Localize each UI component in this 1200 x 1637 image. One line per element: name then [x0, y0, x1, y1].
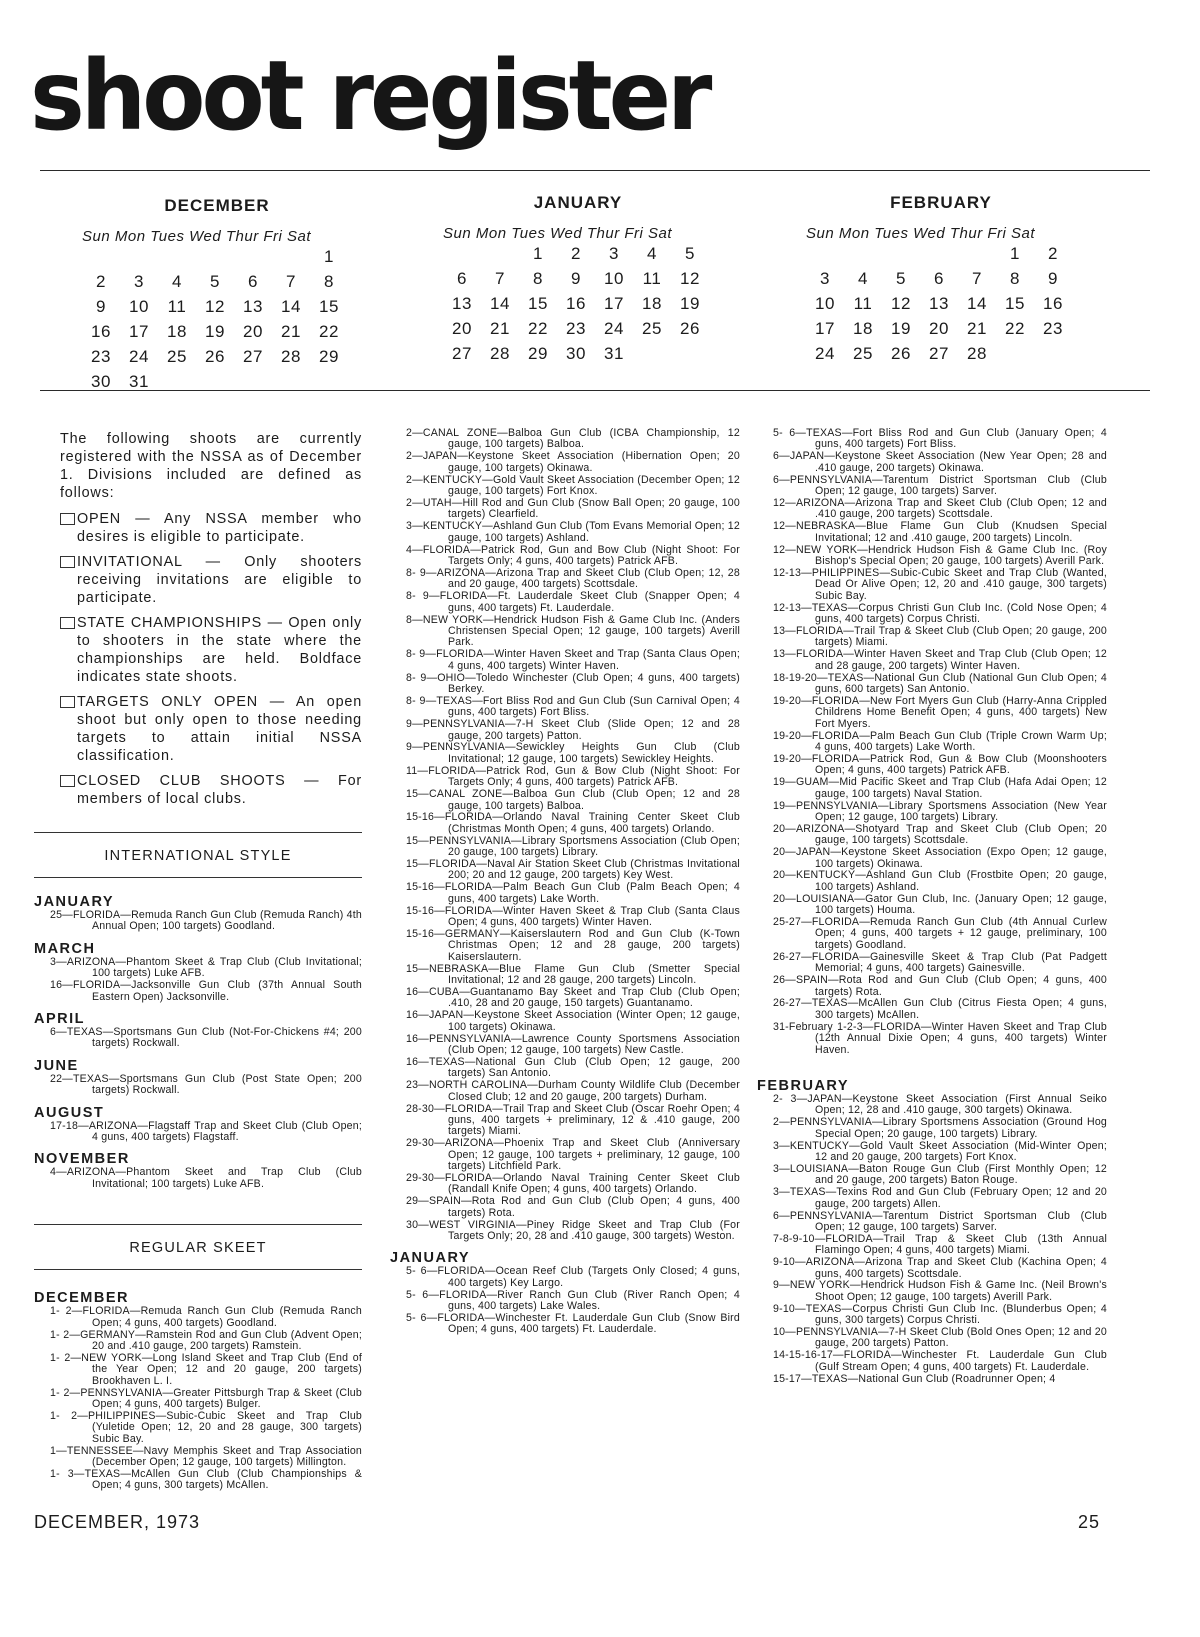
calendar-day: 19	[680, 294, 700, 313]
calendar-day: 26	[680, 319, 700, 338]
shoot-entry: 2- 3—JAPAN—Keystone Skeet Association (First Annual Seiko Open; 12, 28 and .410 gauge, 300 targets) Okinawa.	[773, 1092, 1107, 1117]
calendar-day	[196, 372, 234, 397]
shoot-entry: 28-30—FLORIDA—Trail Trap and Skeet Club (Oscar Roehr Open; 4 guns, 400 targets + preliminary, 12 & .410 gauge, 200 targets) Miami.	[406, 1102, 740, 1138]
calendar-week	[806, 294, 1076, 319]
section-rule	[34, 1224, 362, 1225]
section-rule	[34, 832, 362, 833]
calendar-day: 19	[205, 322, 225, 341]
calendar-day: 8	[1010, 269, 1020, 288]
calendar-day	[310, 372, 348, 397]
calendar-day: 14	[281, 297, 301, 316]
month-heading: JANUARY	[390, 1250, 471, 1267]
calendar-day: 25	[167, 347, 187, 366]
calendar-day	[958, 244, 996, 269]
checkbox-icon	[60, 775, 75, 787]
calendar-day: 1	[1010, 244, 1020, 263]
shoot-entry: 20—KENTUCKY—Ashland Gun Club (Frostbite Open; 20 gauge, 100 targets) Ashland.	[773, 869, 1107, 893]
calendar-week	[443, 344, 713, 369]
calendar-day: 5	[896, 269, 906, 288]
calendar-day: 16	[1043, 294, 1063, 313]
shoot-entry: 2—JAPAN—Keystone Skeet Association (Hibernation Open; 20 gauge, 100 targets) Okinawa.	[406, 450, 740, 474]
shoot-entry: 23—NORTH CAROLINA—Durham County Wildlife Club (December Closed Club; 12 and 20 gauge, 200 targets) Durham.	[406, 1079, 740, 1103]
shoot-entry: 29-30—ARIZONA—Phoenix Trap and Skeet Club (Anniversary Open; 12 gauge, 100 targets + preliminary, 12 gauge, 100 targets) Litchfield Park.	[406, 1137, 740, 1173]
calendar-day: 10	[815, 294, 835, 313]
shoot-entry: 1- 3—TEXAS—McAllen Gun Club (Club Championships & Open; 4 guns, 300 targets) McAllen.	[50, 1467, 362, 1492]
calendar-day: 23	[91, 347, 111, 366]
month-heading: MARCH	[34, 940, 96, 957]
regular-list-col2	[390, 428, 740, 1242]
calendar-day: 12	[891, 294, 911, 313]
division-text: INVITATIONAL — Only shooters receiving invitations are eligible to participate.	[77, 554, 362, 606]
division-item	[60, 614, 362, 686]
calendar-day: 24	[129, 347, 149, 366]
calendar-day: 14	[967, 294, 987, 313]
shoot-entry: 3—KENTUCKY—Ashland Gun Club (Tom Evans Memorial Open; 12 gauge, 100 targets) Ashland.	[406, 520, 740, 544]
shoot-entry: 19—PENNSYLVANIA—Library Sportsmens Association (New Year Open; 12 gauge, 100 targets) Library.	[773, 799, 1107, 823]
shoot-entry: 8—NEW YORK—Hendrick Hudson Fish & Game Club Inc. (Anders Christensen Special Open; 12 gauge, 100 targets) Averill Park.	[406, 613, 740, 649]
calendar-month: FEBRUARY	[890, 193, 992, 212]
calendar-week	[443, 269, 713, 294]
calendar-week	[82, 247, 352, 272]
calendar-day: 6	[248, 272, 258, 291]
calendar-february	[806, 193, 1076, 369]
calendar-day: 7	[495, 269, 505, 288]
calendar-days-header: Sun Mon Tues Wed Thur Fri Sat	[806, 225, 1036, 242]
calendar-day: 15	[1005, 294, 1025, 313]
calendar-day: 3	[134, 272, 144, 291]
month-heading: JUNE	[34, 1057, 79, 1074]
calendar-day: 4	[172, 272, 182, 291]
calendar-day: 25	[853, 344, 873, 363]
column-1	[34, 430, 362, 1492]
shoot-entry: 15-16—FLORIDA—Orlando Naval Training Center Skeet Club (Christmas Month Open; 4 guns, 400 targets) Orlando.	[406, 811, 740, 835]
calendar-day: 26	[891, 344, 911, 363]
calendar-day	[158, 372, 196, 397]
calendar-day: 27	[929, 344, 949, 363]
regular-heading: REGULAR SKEET	[129, 1240, 267, 1257]
calendar-day	[443, 244, 481, 269]
calendar-day: 20	[929, 319, 949, 338]
calendar-day: 17	[129, 322, 149, 341]
calendar-day	[196, 247, 234, 272]
shoot-entry: 8- 9—OHIO—Toledo Winchester (Club Open; 4 guns, 400 targets) Berkey.	[406, 671, 740, 695]
calendar-day: 1	[533, 244, 543, 263]
regular-list-col2-january	[390, 1250, 740, 1335]
calendar-day: 11	[853, 294, 873, 313]
calendar-day	[272, 247, 310, 272]
calendar-day	[806, 244, 844, 269]
shoot-entry: 16—PENNSYLVANIA—Lawrence County Sportsmens Association (Club Open; 12 gauge, 100 targets) New Castle.	[406, 1032, 740, 1057]
calendar-december	[82, 196, 352, 397]
calendar-week	[806, 269, 1076, 294]
calendar-day: 18	[853, 319, 873, 338]
shoot-entry: 6—PENNSYLVANIA—Tarentum District Sportsman Club (Club Open; 12 gauge, 100 targets) Sarver.	[773, 1209, 1107, 1233]
calendar-january	[443, 193, 713, 369]
page-number: 25	[1078, 1512, 1101, 1532]
calendar-day: 10	[129, 297, 149, 316]
shoot-entry: 1- 2—NEW YORK—Long Island Skeet and Trap Club (End of the Year Open; 12 and 20 gauge, 200 targets) Brookhaven L. I.	[50, 1351, 362, 1387]
calendar-week	[806, 244, 1076, 269]
regular-list-col3	[757, 428, 1107, 1056]
shoot-entry: 31-February 1-2-3—FLORIDA—Winter Haven Skeet and Trap Club (12th Annual Dixie Open; 4 guns, 400 targets) Winter Haven.	[773, 1020, 1107, 1056]
calendar-day: 17	[815, 319, 835, 338]
shoot-entry: 12—NEW YORK—Hendrick Hudson Fish & Game Club Inc. (Roy Bishop's Special Open; 20 gauge, 100 targets) Averill Park.	[773, 543, 1107, 567]
calendar-days-header: Sun Mon Tues Wed Thur Fri Sat	[443, 225, 673, 242]
shoot-entry: 2—UTAH—Hill Rod and Gun Club (Snow Ball Open; 20 gauge, 100 targets) Clearfield.	[406, 496, 740, 521]
calendar-day	[882, 244, 920, 269]
calendar-day: 18	[642, 294, 662, 313]
shoot-entry: 3—TEXAS—Texins Rod and Gun Club (February Open; 12 and 20 gauge, 200 targets) Allen.	[773, 1186, 1107, 1210]
calendar-day: 24	[604, 319, 624, 338]
shoot-entry: 6—PENNSYLVANIA—Tarentum District Sportsman Club (Club Open; 12 gauge, 100 targets) Sarver.	[773, 473, 1107, 498]
shoot-entry: 14-15-16-17—FLORIDA—Winchester Ft. Lauderdale Gun Club (Gulf Stream Open; 4 guns, 400 targets) Ft. Lauderdale.	[773, 1349, 1107, 1373]
calendar-week	[82, 297, 352, 322]
shoot-entry: 12-13—TEXAS—Corpus Christi Gun Club Inc. (Cold Nose Open; 4 guns, 400 targets) Corpus Christi.	[773, 601, 1107, 625]
regular-list-col1	[34, 1290, 362, 1492]
checkbox-icon	[60, 513, 75, 525]
checkbox-icon	[60, 696, 75, 708]
calendar-day: 1	[324, 247, 334, 266]
calendar-day: 13	[929, 294, 949, 313]
shoot-entry: 11—FLORIDA—Patrick Rod, Gun & Bow Club (Night Shoot: For Targets Only; 4 guns, 400 targets) Patrick AFB.	[406, 764, 740, 789]
calendar-day: 21	[967, 319, 987, 338]
calendar-weeks	[806, 244, 1076, 369]
shoot-entry: 4—ARIZONA—Phantom Skeet and Trap Club (Club Invitational; 100 targets) Luke AFB.	[50, 1166, 362, 1190]
calendar-day: 22	[319, 322, 339, 341]
calendar-day: 23	[566, 319, 586, 338]
shoot-entry: 15-16—GERMANY—Kaiserslautern Rod and Gun Club (K-Town Christmas Open; 12 and 28 gauge, 200 targets) Kaiserslautern.	[406, 927, 740, 963]
calendar-day: 6	[934, 269, 944, 288]
calendar-day: 2	[571, 244, 581, 263]
shoot-entry: 26-27—TEXAS—McAllen Gun Club (Citrus Fiesta Open; 4 guns, 300 targets) McAllen.	[773, 997, 1107, 1021]
shoot-entry: 17-18—ARIZONA—Flagstaff Trap and Skeet Club (Club Open; 4 guns, 400 targets) Flagstaff.	[50, 1119, 362, 1143]
calendar-weeks	[443, 244, 713, 369]
month-heading: NOVEMBER	[34, 1151, 130, 1168]
shoot-entry: 19-20—FLORIDA—Patrick Rod, Gun & Bow Club (Moonshooters Open; 4 guns, 400 targets) Patrick AFB.	[773, 752, 1107, 777]
shoot-entry: 20—ARIZONA—Shotyard Trap and Skeet Club (Club Open; 20 gauge, 100 targets) Scottsdale.	[773, 822, 1107, 847]
calendar-day: 10	[604, 269, 624, 288]
calendar-day: 21	[490, 319, 510, 338]
calendar-week	[443, 244, 713, 269]
shoot-entry: 7-8-9-10—FLORIDA—Trail Trap & Skeet Club (13th Annual Flamingo Open; 4 guns, 400 targets) Miami.	[773, 1232, 1107, 1257]
shoot-entry: 16—JAPAN—Keystone Skeet Association (Winter Open; 12 gauge, 100 targets) Okinawa.	[406, 1009, 740, 1033]
calendar-weeks	[82, 247, 352, 397]
calendar-day	[1034, 344, 1072, 369]
calendar-day: 30	[566, 344, 586, 363]
shoot-entry: 19-20—FLORIDA—Palm Beach Gun Club (Triple Crown Warm Up; 4 guns, 400 targets) Lake Worth.	[773, 729, 1107, 753]
calendar-day: 21	[281, 322, 301, 341]
calendar-day: 18	[167, 322, 187, 341]
shoot-entry: 20—LOUISIANA—Gator Gun Club, Inc. (January Open; 12 gauge, 100 targets) Houma.	[773, 892, 1107, 917]
shoot-entry: 1—TENNESSEE—Navy Memphis Skeet and Trap Association (December Open; 12 gauge, 100 targets) Millington.	[50, 1444, 362, 1468]
calendar-day: 22	[1005, 319, 1025, 338]
shoot-entry: 15-16—FLORIDA—Palm Beach Gun Club (Palm Beach Open; 4 guns, 400 targets) Lake Worth.	[406, 881, 740, 905]
calendar-day	[920, 244, 958, 269]
calendar-day: 27	[452, 344, 472, 363]
calendar-day	[120, 247, 158, 272]
calendar-month: DECEMBER	[164, 196, 270, 215]
shoot-entry: 15—FLORIDA—Naval Air Station Skeet Club (Christmas Invitational 200; 20 and 12 gauge, 200 targets) Key West.	[406, 858, 740, 882]
calendar-month: JANUARY	[533, 193, 623, 212]
shoot-entry: 2—PENNSYLVANIA—Library Sportsmens Association (Ground Hog Special Open; 20 gauge, 100 targets) Library.	[773, 1116, 1107, 1140]
calendar-day: 24	[815, 344, 835, 363]
calendar-day: 13	[452, 294, 472, 313]
calendar-day: 3	[820, 269, 830, 288]
calendar-day: 26	[205, 347, 225, 366]
calendar-day: 25	[642, 319, 662, 338]
calendar-day: 11	[167, 297, 187, 316]
calendar-day: 28	[281, 347, 301, 366]
shoot-entry: 22—TEXAS—Sportsmans Gun Club (Post State Open; 200 targets) Rockwall.	[50, 1072, 362, 1097]
calendar-day: 7	[972, 269, 982, 288]
calendar-day: 2	[1048, 244, 1058, 263]
month-heading: AUGUST	[34, 1104, 105, 1121]
shoot-entry: 15—PENNSYLVANIA—Library Sportsmens Association (Club Open; 20 gauge, 100 targets) Library.	[406, 834, 740, 859]
shoot-entry: 13—FLORIDA—Winter Haven Skeet and Trap Club (Club Open; 12 and 28 gauge, 200 targets) Winter Haven.	[773, 648, 1107, 672]
division-item	[60, 553, 362, 607]
shoot-entry: 16—TEXAS—National Gun Club (Club Open; 12 gauge, 200 targets) San Antonio.	[406, 1055, 740, 1080]
calendar-day: 8	[533, 269, 543, 288]
top-rule	[40, 170, 1150, 171]
section-rule	[34, 877, 362, 878]
shoot-entry: 15—NEBRASKA—Blue Flame Gun Club (Smetter Special Invitational; 12 and 28 gauge, 200 targets) Lincoln.	[406, 962, 740, 987]
calendar-day	[844, 244, 882, 269]
shoot-entry: 19—GUAM—Mid Pacific Skeet and Trap Club (Hafa Adai Open; 12 gauge, 100 targets) Naval Station.	[773, 776, 1107, 800]
calendar-day: 9	[571, 269, 581, 288]
shoot-entry: 2—KENTUCKY—Gold Vault Skeet Association (December Open; 12 gauge, 100 targets) Fort Knox.	[406, 473, 740, 498]
calendar-day: 31	[129, 372, 149, 391]
calendar-day: 14	[490, 294, 510, 313]
calendar-day: 3	[609, 244, 619, 263]
calendar-bottom-rule	[40, 390, 1150, 391]
calendar-day: 17	[604, 294, 624, 313]
calendar-day: 16	[91, 322, 111, 341]
month-heading: APRIL	[34, 1010, 85, 1027]
shoot-entry: 26—SPAIN—Rota Rod and Gun Club (Club Open; 4 guns, 400 targets) Rota.	[773, 974, 1107, 998]
shoot-entry: 1- 2—FLORIDA—Remuda Ranch Gun Club (Remuda Ranch Open; 4 guns, 400 targets) Goodland.	[50, 1305, 362, 1329]
shoot-entry: 8- 9—TEXAS—Fort Bliss Rod and Gun Club (Sun Carnival Open; 4 guns, 400 targets) Fort Bliss.	[406, 694, 740, 719]
shoot-entry: 5- 6—FLORIDA—Ocean Reef Club (Targets Only Closed; 4 guns, 400 targets) Key Largo.	[406, 1265, 740, 1289]
calendar-day: 19	[891, 319, 911, 338]
shoot-entry: 15-17—TEXAS—National Gun Club (Roadrunner Open; 4	[773, 1372, 1056, 1385]
calendar-week	[443, 319, 713, 344]
shoot-entry: 1- 2—GERMANY—Ramstein Rod and Gun Club (Advent Open; 20 and .410 gauge, 200 targets) Ramstein.	[50, 1328, 362, 1352]
calendar-day: 27	[243, 347, 263, 366]
division-item	[60, 510, 362, 546]
international-list	[34, 894, 362, 1190]
calendar-week	[82, 372, 352, 397]
shoot-entry: 15—CANAL ZONE—Balboa Gun Club (Club Open; 12 and 28 gauge, 100 targets) Balboa.	[406, 788, 740, 812]
month-heading: JANUARY	[34, 894, 115, 910]
calendar-day: 29	[528, 344, 548, 363]
shoot-entry: 3—LOUISIANA—Baton Rouge Gun Club (First Monthly Open; 12 and 20 gauge, 200 targets) Baton Rouge.	[773, 1162, 1107, 1187]
shoot-entry: 10—PENNSYLVANIA—7-H Skeet Club (Bold Ones Open; 12 and 20 gauge, 200 targets) Patton.	[773, 1326, 1107, 1350]
calendar-day: 5	[685, 244, 695, 263]
calendar-day	[671, 344, 709, 369]
shoot-entry: 8- 9—ARIZONA—Arizona Trap and Skeet Club (Club Open; 12, 28 and 20 gauge, 400 targets) Scottsdale.	[406, 566, 740, 591]
calendar-day	[996, 344, 1034, 369]
calendar-day	[272, 372, 310, 397]
calendar-day: 20	[243, 322, 263, 341]
calendar-day: 2	[96, 272, 106, 291]
checkbox-icon	[60, 556, 75, 568]
calendar-day: 8	[324, 272, 334, 291]
shoot-entry: 25—FLORIDA—Remuda Ranch Gun Club (Remuda Ranch) 4th Annual Open; 100 targets) Goodland.	[50, 909, 362, 933]
page-title: shoot register	[30, 39, 709, 152]
shoot-entry: 1- 2—PHILIPPINES—Subic-Cubic Skeet and Trap Club (Yuletide Open; 12, 20 and 28 gauge, 300 targets) Subic Bay.	[50, 1409, 362, 1445]
shoot-entry: 26-27—FLORIDA—Gainesville Skeet & Trap Club (Pat Padgett Memorial; 4 guns, 400 targets) Gainesville.	[773, 950, 1107, 975]
calendar-days-header: Sun Mon Tues Wed Thur Fri Sat	[82, 228, 312, 245]
division-list	[60, 510, 362, 808]
shoot-entry: 5- 6—FLORIDA—Winchester Ft. Lauderdale Gun Club (Snow Bird Open; 4 guns, 400 targets) Ft. Lauderdale.	[406, 1312, 740, 1336]
shoot-entry: 2—CANAL ZONE—Balboa Gun Club (ICBA Championship, 12 gauge, 100 targets) Balboa.	[406, 427, 740, 451]
calendar-day: 9	[1048, 269, 1058, 288]
regular-list-col3-february	[757, 1078, 1107, 1385]
column-2	[390, 428, 740, 1336]
calendar-day: 7	[286, 272, 296, 291]
shoot-entry: 6—TEXAS—Sportsmans Gun Club (Not-For-Chickens #4; 200 targets) Rockwall.	[50, 1025, 362, 1050]
calendar-day: 22	[528, 319, 548, 338]
shoot-entry: 6—JAPAN—Keystone Skeet Association (New Year Open; 28 and .410 gauge, 200 targets) Okinawa.	[773, 450, 1107, 474]
calendar-day: 12	[205, 297, 225, 316]
calendar-day: 6	[457, 269, 467, 288]
shoot-entry: 4—FLORIDA—Patrick Rod, Gun and Bow Club (Night Shoot: For Targets Only; 4 guns, 400 targets) Patrick AFB.	[406, 543, 740, 567]
calendar-day	[234, 247, 272, 272]
calendar-week	[806, 319, 1076, 344]
shoot-entry: 9—PENNSYLVANIA—Sewickley Heights Gun Club (Club Invitational; 12 gauge, 100 targets) Sewickley Heights.	[406, 741, 740, 765]
shoot-entry: 5- 6—FLORIDA—River Ranch Gun Club (River Ranch Open; 4 guns, 400 targets) Lake Wales.	[406, 1288, 740, 1313]
calendar-day: 23	[1043, 319, 1063, 338]
division-text: CLOSED CLUB SHOOTS — For members of local clubs.	[77, 773, 362, 807]
international-heading: INTERNATIONAL STYLE	[104, 848, 292, 864]
division-text: STATE CHAMPIONSHIPS — Open only to shooters in the state where the championships are held. Boldface indicates state shoots.	[77, 615, 362, 685]
intro-text: The following shoots are currently registered with the NSSA as of December 1. Divisions included are defined as follows:	[60, 431, 362, 501]
shoot-entry: 8- 9—FLORIDA—Ft. Lauderdale Skeet Club (Snapper Open; 4 guns, 400 targets) Ft. Lauderdale.	[406, 590, 740, 614]
division-text: TARGETS ONLY OPEN — An open shoot but only open to those needing targets to attain initial NSSA classification.	[77, 694, 362, 764]
calendar-day: 15	[528, 294, 548, 313]
shoot-entry: 29—SPAIN—Rota Rod and Gun Club (Club Open; 4 guns, 400 targets) Rota.	[406, 1195, 740, 1219]
calendar-day: 30	[91, 372, 111, 391]
shoot-entry: 15-16—FLORIDA—Winter Haven Skeet & Trap Club (Santa Claus Open; 4 guns, 400 targets) Winter Haven.	[406, 904, 740, 929]
calendar-day: 9	[96, 297, 106, 316]
shoot-entry: 25-27—FLORIDA—Remuda Ranch Gun Club (4th Annual Curlew Open; 4 guns, 400 targets + 12 gauge, preliminary, 100 targets) Goodland.	[773, 916, 1107, 951]
calendar-day: 4	[647, 244, 657, 263]
month-heading: FEBRUARY	[757, 1077, 850, 1094]
calendar-day: 20	[452, 319, 472, 338]
shoot-entry: 13—FLORIDA—Trail Trap & Skeet Club (Club Open; 20 gauge, 200 targets) Miami.	[773, 624, 1107, 649]
calendar-day: 12	[680, 269, 700, 288]
shoot-entry: 20—JAPAN—Keystone Skeet Association (Expo Open; 12 gauge, 100 targets) Okinawa.	[773, 846, 1107, 870]
calendar-day	[234, 372, 272, 397]
calendar-day: 31	[604, 344, 624, 363]
calendar-day: 28	[967, 344, 987, 363]
shoot-entry: 5- 6—TEXAS—Fort Bliss Rod and Gun Club (January Open; 4 guns, 400 targets) Fort Bliss.	[773, 427, 1107, 451]
shoot-entry: 16—FLORIDA—Jacksonville Gun Club (37th Annual South Eastern Open) Jacksonville.	[50, 979, 362, 1003]
shoot-entry: 19-20—FLORIDA—New Fort Myers Gun Club (Harry-Anna Crippled Childrens Home Benefit Open; 4 guns, 400 targets) New Fort Myers.	[773, 694, 1107, 730]
calendar-week	[806, 344, 1076, 369]
calendar-day	[633, 344, 671, 369]
calendar-day	[158, 247, 196, 272]
footer-date: DECEMBER, 1973	[34, 1512, 201, 1532]
calendar-day: 28	[490, 344, 510, 363]
division-item	[60, 772, 362, 808]
shoot-entry: 9—NEW YORK—Hendrick Hudson Fish & Game Inc. (Neil Brown's Shoot Open; 12 gauge, 100 targets) Averill Park.	[773, 1279, 1107, 1303]
shoot-entry: 18-19-20—TEXAS—National Gun Club (National Gun Club Open; 4 guns, 600 targets) San Antonio.	[773, 671, 1107, 695]
shoot-entry: 3—ARIZONA—Phantom Skeet & Trap Club (Club Invitational; 100 targets) Luke AFB.	[50, 955, 362, 980]
division-text: OPEN — Any NSSA member who desires is eligible to participate.	[77, 511, 362, 545]
calendar-day: 29	[319, 347, 339, 366]
shoot-entry: 29-30—FLORIDA—Orlando Naval Training Center Skeet Club (Randall Knife Open; 4 guns, 400 targets) Orlando.	[406, 1172, 740, 1196]
shoot-entry: 8- 9—FLORIDA—Winter Haven Skeet and Trap (Santa Claus Open; 4 guns, 400 targets) Winter Haven.	[406, 648, 740, 672]
calendar-week	[82, 272, 352, 297]
shoot-entry: 12—NEBRASKA—Blue Flame Gun Club (Knudsen Special Invitational; 12 and .410 gauge, 200 targets) Lincoln.	[773, 520, 1107, 544]
month-heading: DECEMBER	[34, 1290, 129, 1307]
column-3	[757, 428, 1107, 1386]
calendar-week	[82, 322, 352, 347]
shoot-entry: 12-13—PHILIPPINES—Subic-Cubic Skeet and Trap Club (Wanted, Dead Or Alive Open; 12, 20 and .410 gauge, 300 targets) Subic Bay.	[773, 566, 1107, 602]
calendar-day	[82, 247, 120, 272]
checkbox-icon	[60, 617, 75, 629]
shoot-entry: 9-10—ARIZONA—Arizona Trap and Skeet Club (Kachina Open; 4 guns, 400 targets) Scottsdale.	[773, 1256, 1107, 1280]
calendar-day: 5	[210, 272, 220, 291]
shoot-entry: 12—ARIZONA—Arizona Trap and Skeet Club (Club Open; 12 and .410 gauge, 200 targets) Scottsdale.	[773, 496, 1107, 521]
shoot-entry: 16—CUBA—Guantanamo Bay Skeet and Trap Club (Club Open; .410, 28 and 20 gauge, 150 targets) Guantanamo.	[406, 986, 740, 1010]
shoot-entry: 1- 2—PENNSYLVANIA—Greater Pittsburgh Trap & Skeet (Club Open; 4 guns, 400 targets) Bulger.	[50, 1386, 362, 1410]
shoot-entry: 9—PENNSYLVANIA—7-H Skeet Club (Slide Open; 12 and 28 gauge, 200 targets) Patton.	[406, 718, 740, 742]
calendar-day: 11	[642, 269, 662, 288]
shoot-entry: 9-10—TEXAS—Corpus Christi Gun Club Inc. (Blunderbus Open; 4 guns, 300 targets) Corpus Christi.	[773, 1302, 1107, 1327]
division-item	[60, 693, 362, 765]
calendar-day	[481, 244, 519, 269]
shoot-entry: 30—WEST VIRGINIA—Piney Ridge Skeet and Trap Club (For Targets Only; 20, 28 and .410 gauge, 300 targets) Weston.	[406, 1218, 740, 1243]
calendar-week	[443, 294, 713, 319]
calendar-day: 15	[319, 297, 339, 316]
section-rule	[34, 1269, 362, 1270]
calendar-week	[82, 347, 352, 372]
shoot-entry: 3—KENTUCKY—Gold Vault Skeet Association (Mid-Winter Open; 12 and 20 gauge, 200 targets) Fort Knox.	[773, 1139, 1107, 1163]
calendar-day: 4	[858, 269, 868, 288]
calendar-day: 16	[566, 294, 586, 313]
calendar-day: 13	[243, 297, 263, 316]
